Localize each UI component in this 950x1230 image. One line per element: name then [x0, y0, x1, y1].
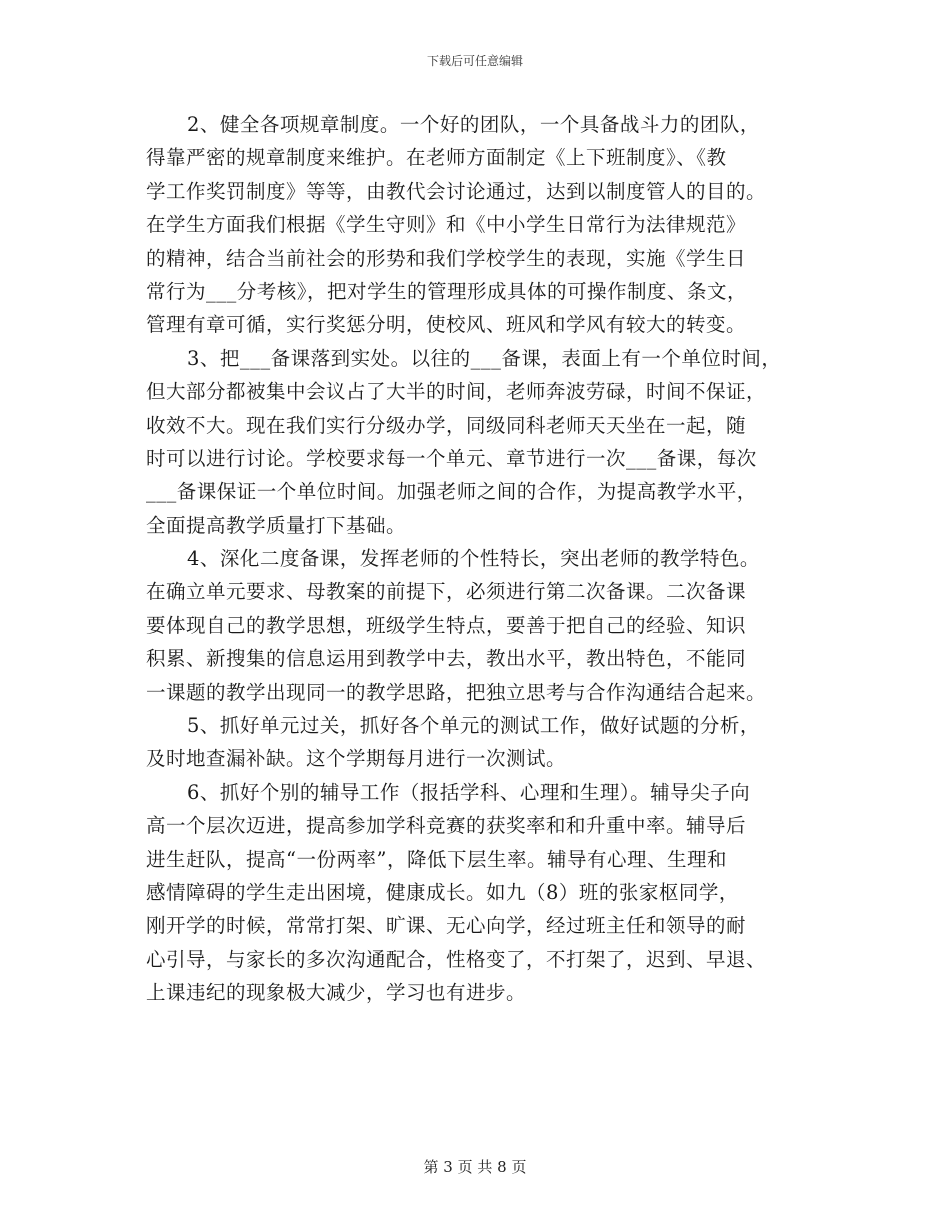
text-line: 上课违纪的现象极大减少，学习也有进步。	[146, 981, 527, 1005]
text-line: 积累、新搜集的信息运用到教学中去，教出水平，教出特色，不能同	[146, 647, 747, 671]
text-line: 收效不大。现在我们实行分级办学，同级同科老师天天坐在一起，随	[146, 413, 747, 437]
text-line: 5、抓好单元过关，抓好各个单元的测试工作，做好试题的分析，	[187, 714, 760, 738]
text-line: 在学生方面我们根据《学生守则》和《中小学生日常行为法律规范》	[146, 213, 747, 237]
text-line: 的精神，结合当前社会的形势和我们学校学生的表现，实施《学生日	[146, 246, 747, 270]
text-line: 感情障碍的学生走出困境，健康成长。如九（8）班的张家枢同学，	[146, 880, 739, 904]
text-line: 管理有章可循，实行奖惩分明，使校风、班风和学风有较大的转变。	[146, 313, 747, 337]
text-line: 3、把___备课落到实处。以往的___备课，表面上有一个单位时间，	[187, 346, 782, 370]
text-line: 学工作奖罚制度》等等，由教代会讨论通过，达到以制度管人的目的。	[146, 179, 767, 203]
page-number-footer: 第 3 页 共 8 页	[423, 1158, 527, 1176]
text-line: 全面提高教学质量打下基础。	[146, 513, 407, 537]
page-header: 下载后可任意编辑	[426, 54, 523, 68]
text-line: 得靠严密的规章制度来维护。在老师方面制定《上下班制度》、《教	[146, 146, 727, 170]
document-body	[146, 108, 810, 1010]
text-line: 心引导，与家长的多次沟通配合，性格变了，不打架了，迟到、早退、	[146, 947, 767, 971]
text-line: 一课题的教学出现同一的教学思路，把独立思考与合作沟通结合起来。	[146, 680, 767, 704]
text-line: 在确立单元要求、母教案的前提下，必须进行第二次备课。二次备课	[146, 580, 747, 604]
text-line: 刚开学的时候，常常打架、旷课、无心向学，经过班主任和领导的耐	[146, 914, 747, 938]
text-line: 但大部分都被集中会议占了大半的时间，老师奔波劳碌，时间不保证，	[146, 380, 767, 404]
text-line: ___备课保证一个单位时间。加强老师之间的合作，为提高教学水平，	[146, 480, 757, 504]
text-line: 6、抓好个别的辅导工作（报括学科、心理和生理）。辅导尖子向	[187, 780, 751, 804]
text-line: 4、深化二度备课，发挥老师的个性特长，突出老师的教学特色。	[187, 547, 760, 571]
text-line: 进生赶队，提高“一份两率”，降低下层生率。辅导有心理、生理和	[146, 847, 727, 871]
text-line: 要体现自己的教学思想，班级学生特点，要善于把自己的经验、知识	[146, 613, 747, 637]
text-line: 2、健全各项规章制度。一个好的团队，一个具备战斗力的团队，	[187, 113, 760, 136]
text-line: 常行为___分考核》，把对学生的管理形成具体的可操作制度、条文，	[146, 279, 748, 303]
text-line: 时可以进行讨论。学校要求每一个单元、章节进行一次___备课，每次	[146, 446, 757, 470]
text-line: 高一个层次迈进，提高参加学科竞赛的获奖率和和升重中率。辅导后	[146, 814, 747, 838]
text-line: 及时地查漏补缺。这个学期每月进行一次测试。	[146, 747, 567, 771]
